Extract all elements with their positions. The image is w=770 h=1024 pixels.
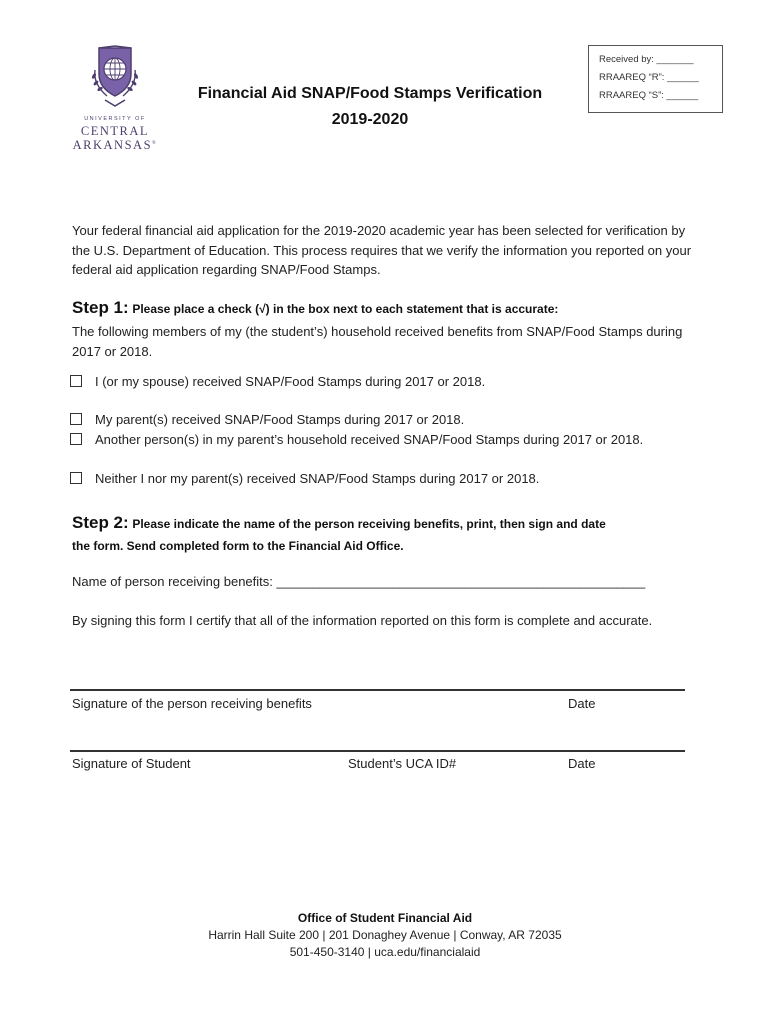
sig2-date-label: Date [568,756,596,771]
option-neither[interactable] [70,471,539,486]
name-field-blank[interactable]: ___________________________________________________ [276,574,646,589]
option-another-person[interactable] [70,432,643,447]
uca-crest-icon [85,44,145,114]
name-field-label: Name of person receiving benefits: [72,574,273,589]
step1-subtext: The following members of my (the student’s) household received benefits from SNAP/Food Stamps during 2017 or 2018. [72,324,683,359]
footer-office: Office of Student Financial Aid [297,911,473,925]
rraareq-s-field: RRAAREQ “S”: ______ [599,90,699,101]
office-use-box [588,45,723,113]
certification-text: By signing this form I certify that all of the information reported on this form is complete and accurate. [72,613,653,628]
sig2-id-label: Student’s UCA ID# [348,756,457,771]
uca-logo [70,44,160,156]
option-label: I (or my spouse) received SNAP/Food Stamps during 2017 or 2018. [95,374,486,389]
logo-line-central: CENTRAL [80,124,150,138]
footer [100,910,670,961]
footer-contact: 501-450-3140 | uca.edu/financialaid [289,945,481,959]
step2-instruction-continued: the form. Send completed form to the Financial Aid Office. [72,539,404,553]
step1-heading [72,298,702,320]
signature-line-2[interactable] [70,750,685,752]
step1-label: Step 1: [72,298,129,317]
option-parents[interactable] [70,412,464,427]
checkbox[interactable] [70,472,82,484]
intro-paragraph: Your federal financial aid application for the 2019-2020 academic year has been selected for verification by the U.S. Department of Education. This process requires that we verify the information you reported on your federal aid application regarding SNAP/Food Stamps. [72,223,692,277]
sig1-label: Signature of the person receiving benefits [72,696,312,711]
sig1-date-label: Date [568,696,596,711]
step2-label: Step 2: [72,513,129,532]
checkbox[interactable] [70,413,82,425]
form-title: Financial Aid SNAP/Food Stamps Verification [197,85,543,102]
step1-instruction: Please place a check (√) in the box next to each statement that is accurate: [132,302,559,316]
logo-line-university-of: UNIVERSITY OF [84,116,146,122]
received-by-field: Received by: _______ [599,54,694,65]
signature-line-1[interactable] [70,689,685,691]
step2-heading [72,513,702,535]
option-student-or-spouse[interactable] [70,374,485,389]
form-year: 2019-2020 [331,111,409,128]
step2-instruction: Please indicate the name of the person receiving benefits, print, then sign and date [132,517,606,531]
option-label: Neither I nor my parent(s) received SNAP/Food Stamps during 2017 or 2018. [95,471,540,486]
option-label: Another person(s) in my parent’s household received SNAP/Food Stamps during 2017 or 2018. [95,432,644,447]
checkbox[interactable] [70,375,82,387]
logo-line-arkansas: ARKANSAS® [72,138,158,152]
footer-address: Harrin Hall Suite 200 | 201 Donaghey Avenue | Conway, AR 72035 [208,928,562,942]
option-label: My parent(s) received SNAP/Food Stamps during 2017 or 2018. [95,412,465,427]
checkbox[interactable] [70,433,82,445]
name-of-person-field[interactable] [72,574,645,589]
rraareq-r-field: RRAAREQ “R”: ______ [599,72,699,83]
sig2-label: Signature of Student [72,756,191,771]
